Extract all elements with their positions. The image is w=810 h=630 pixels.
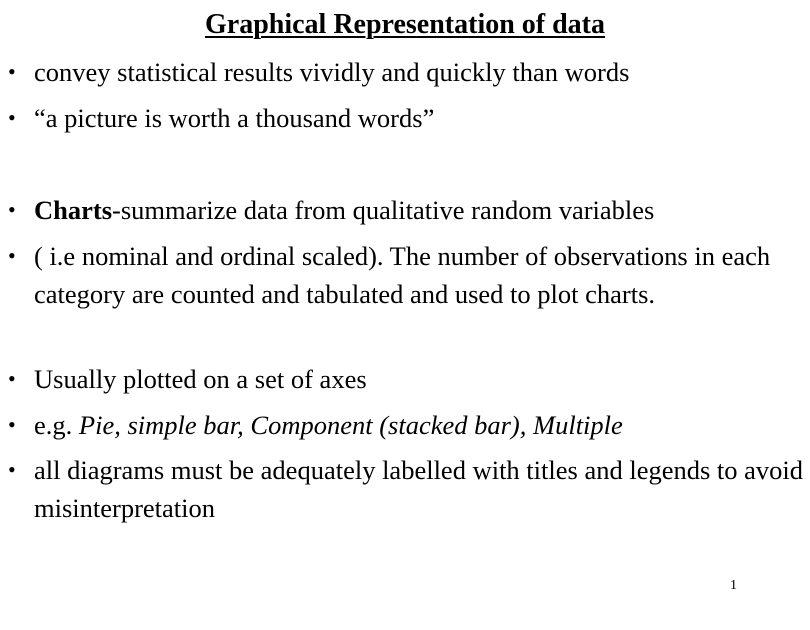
bullet-text	[34, 406, 806, 444]
bullet-icon: •	[8, 197, 16, 222]
bullet-icon: •	[8, 59, 16, 84]
bullet-bold-term: Charts	[34, 195, 113, 225]
list-item	[8, 237, 806, 313]
list-item	[8, 451, 806, 527]
bullet-text: all diagrams must be adequately labelled with titles and legends to avoid misinterpretation	[34, 455, 804, 523]
bullet-icon: •	[8, 366, 16, 391]
bullet-lead: e.g.	[34, 410, 79, 440]
list-item	[8, 360, 806, 398]
page-number: 1	[730, 578, 737, 593]
list-item	[8, 191, 806, 229]
list-item	[8, 99, 806, 137]
bullet-text: “a picture is worth a thousand words”	[34, 103, 435, 133]
bullet-icon: •	[8, 412, 16, 437]
list-item	[8, 53, 806, 91]
bullet-text	[34, 191, 806, 229]
bullet-icon: •	[8, 243, 16, 268]
bullet-text: Usually plotted on a set of axes	[34, 364, 367, 394]
bullet-icon: •	[8, 457, 16, 482]
bullet-rest: -summarize data from qualitative random variables	[112, 195, 655, 225]
bullet-text: convey statistical results vividly and quickly than words	[34, 57, 630, 87]
slide-title: Graphical Representation of data	[204, 9, 606, 40]
bullet-italic-examples: Pie, simple bar, Component (stacked bar), Multiple	[78, 410, 623, 440]
bullet-text: ( i.e nominal and ordinal scaled). The number of observations in each category are counted and tabulated and used to plot charts.	[34, 241, 771, 309]
bullet-icon: •	[8, 105, 16, 130]
list-item	[8, 406, 806, 444]
